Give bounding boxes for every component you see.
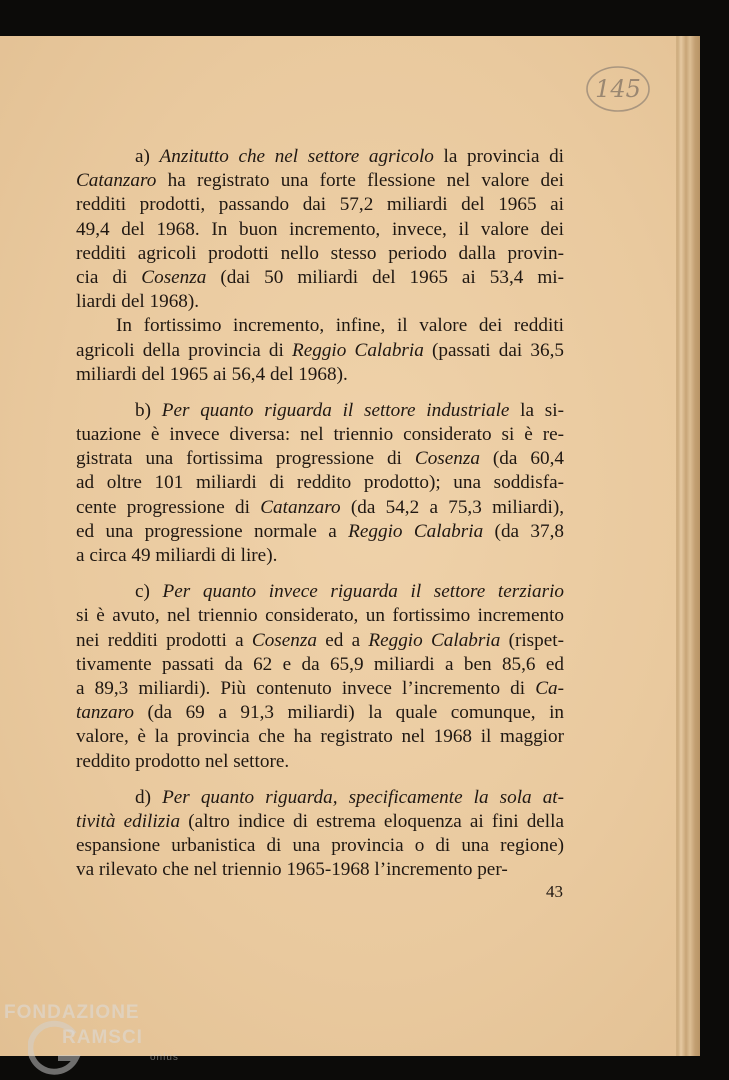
text-line xyxy=(76,290,564,314)
text-line xyxy=(76,786,564,810)
handwritten-page-number xyxy=(584,62,652,114)
document-page xyxy=(0,36,676,1056)
text-line xyxy=(76,520,564,544)
text-span: (rispet- xyxy=(500,629,564,651)
text-span: liardi del 1968). xyxy=(76,291,200,313)
text-line xyxy=(76,339,564,363)
text-span: (da 60,4 xyxy=(479,448,564,470)
text-line xyxy=(76,145,564,169)
italic-span: Per quanto riguarda il settore industriale xyxy=(161,399,510,421)
text-line xyxy=(76,725,564,749)
text-span: (altro indice di estrema eloquenza ai fini della xyxy=(180,810,564,832)
text-line xyxy=(76,314,564,338)
text-span: cia di xyxy=(76,266,142,288)
text-span: (da 69 a 91,3 miliardi) la quale comunque, in xyxy=(133,702,564,724)
text-span: ed una progressione normale a xyxy=(76,520,349,542)
text-span: (dai 50 miliardi del 1965 ai 53,4 mi- xyxy=(206,266,564,288)
italic-span: tività edilizia xyxy=(76,810,181,832)
text-line xyxy=(76,750,564,774)
text-line xyxy=(76,447,564,471)
text-span: redditi prodotti, passando dai 57,2 miliardi del 1965 ai xyxy=(76,194,564,216)
italic-span: Per quanto invece riguarda il settore terziario xyxy=(162,581,564,603)
text-span: valore, è la provincia che ha registrato nel 1968 il maggior xyxy=(76,726,564,748)
italic-span: Reggio Calabria xyxy=(368,629,501,651)
text-span: In fortissimo incremento, infine, il valore dei redditi xyxy=(116,315,564,337)
text-line xyxy=(76,399,564,423)
watermark-line1: FONDAZIONE xyxy=(4,1002,140,1023)
text-line xyxy=(76,496,564,520)
text-line xyxy=(76,544,564,568)
paragraph-d xyxy=(76,786,564,883)
text-span: ad oltre 101 miliardi di reddito prodotto); una soddisfa- xyxy=(76,472,564,494)
text-span: miliardi del 1965 ai 56,4 del 1968). xyxy=(76,363,348,385)
text-span: tivamente passati da 62 e da 65,9 miliardi a ben 85,6 ed xyxy=(76,653,564,675)
page-folio: 43 xyxy=(546,882,563,901)
italic-span: Per quanto riguarda, specificamente la sola at- xyxy=(162,786,565,808)
text-line xyxy=(76,218,564,242)
text-line xyxy=(76,471,564,495)
text-span: redditi agricoli prodotti nello stesso periodo dalla provin- xyxy=(76,242,564,264)
text-span: a 89,3 miliardi). Più contenuto invece l’incremento di xyxy=(76,677,536,699)
handwritten-number-text: 145 xyxy=(595,75,641,103)
italic-span: Ca- xyxy=(535,677,564,699)
text-span: 49,4 del 1968. In buon incremento, invece, il valore dei xyxy=(76,218,564,240)
italic-span: Cosenza xyxy=(141,266,207,288)
text-span: tuazione è invece diversa: nel triennio considerato si è re- xyxy=(76,424,564,446)
text-line xyxy=(76,266,564,290)
text-line xyxy=(76,629,564,653)
italic-span: Anzitutto che nel settore agricolo xyxy=(159,146,434,167)
text-span: ha registrato una forte flessione nel valore dei xyxy=(156,170,564,192)
text-line xyxy=(76,363,564,387)
text-span: gistrata una fortissima progressione di xyxy=(76,448,415,470)
text-line xyxy=(76,169,564,193)
text-span: a) xyxy=(135,146,160,167)
body-text xyxy=(76,145,564,882)
text-span: la provincia di xyxy=(433,146,565,167)
italic-span: Reggio Calabria xyxy=(348,520,484,542)
paragraph-b xyxy=(76,399,564,568)
text-span: b) xyxy=(135,399,162,421)
text-line xyxy=(76,604,564,628)
watermark-sub: onlus xyxy=(150,1052,179,1063)
text-span: (da 37,8 xyxy=(483,520,565,542)
paragraph-a-continued xyxy=(76,314,564,387)
text-line xyxy=(76,653,564,677)
text-span: espansione urbanistica di una provincia o di una regione) xyxy=(76,835,564,857)
text-line xyxy=(76,701,564,725)
text-span: c) xyxy=(135,581,163,603)
italic-span: tanzaro xyxy=(76,702,134,724)
text-span: reddito prodotto nel settore. xyxy=(76,750,290,772)
text-line xyxy=(76,858,564,882)
text-line xyxy=(76,810,564,834)
text-line xyxy=(76,580,564,604)
text-span: nei redditi prodotti a xyxy=(76,629,252,651)
watermark-line2: RAMSCI xyxy=(62,1027,143,1048)
italic-span: Cosenza xyxy=(251,629,317,651)
paragraph-c xyxy=(76,580,564,774)
italic-span: Cosenza xyxy=(414,448,480,470)
text-line xyxy=(76,423,564,447)
text-span: agricoli della provincia di xyxy=(76,339,292,361)
text-span: a circa 49 miliardi di lire). xyxy=(76,545,278,566)
italic-span: Reggio Calabria xyxy=(292,339,424,361)
text-line xyxy=(76,834,564,858)
text-span: (da 54,2 a 75,3 miliardi), xyxy=(340,496,565,518)
italic-span: Catanzaro xyxy=(260,496,341,518)
paragraph-a xyxy=(76,145,564,314)
text-line xyxy=(76,677,564,701)
text-span: d) xyxy=(135,786,163,808)
page-edges xyxy=(672,36,700,1056)
text-span: cente progressione di xyxy=(76,496,261,518)
text-span: ed a xyxy=(316,629,369,651)
text-span: va rilevato che nel triennio 1965-1968 l’incremento per- xyxy=(76,859,508,881)
text-span: (passati dai 36,5 xyxy=(423,339,565,361)
italic-span: Catanzaro xyxy=(76,170,157,192)
text-span: la si- xyxy=(509,399,564,421)
text-span: si è avuto, nel triennio considerato, un fortissimo incremento xyxy=(76,605,564,627)
watermark xyxy=(4,998,204,1078)
text-line xyxy=(76,242,564,266)
text-line xyxy=(76,193,564,217)
